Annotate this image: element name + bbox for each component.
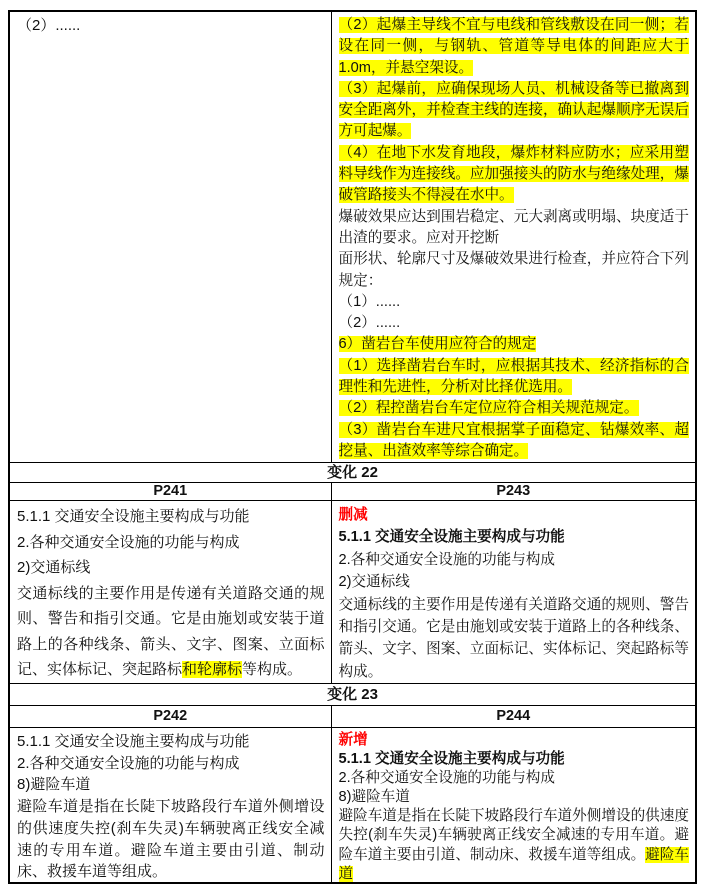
highlighted-clause — [339, 356, 690, 399]
highlight-span: （4）在地下水发育地段，爆炸材料应防水；应采用塑料导线作为连接线。应加强接头的防水与绝缘处理，爆破管路接头不得浸在水中。 — [338, 144, 689, 204]
change-banner: 变化 22 — [327, 464, 378, 481]
highlight-span: （3）起爆前，应确保现场人员、机械设备等已撤离到安全距离外，并检查主线的连接，确认起爆顺序无误后方可起爆。 — [338, 80, 689, 140]
highlighted-clause — [339, 420, 690, 462]
cell-page-old — [9, 483, 331, 501]
cell-page-old — [9, 706, 331, 728]
cell-banner-change23 — [9, 684, 696, 706]
comparison-table — [8, 10, 697, 884]
highlight-span: 避险车道 — [338, 846, 689, 882]
table-row-excerpt — [9, 11, 696, 463]
sub-heading: 2.各种交通安全设施的功能与构成 — [17, 533, 240, 551]
table-row-change22 — [9, 501, 696, 684]
page-number-new: P243 — [496, 483, 531, 499]
change-marker-deleted: 删减 — [338, 507, 368, 523]
text-span: 避险车道是指在长陡下坡路段行车道外侧增设的供速度失控(刹车失灵)车辆驶离正线安全减速的专用车道。避险车道主要由引道、制动床、救援车道等组成。 — [338, 808, 689, 863]
highlighted-clause — [339, 143, 690, 207]
page-number-new: P244 — [496, 708, 531, 724]
ellipsis-item: （2）...... — [338, 315, 401, 332]
section-heading: 5.1.1 交通安全设施主要构成与功能 — [338, 529, 565, 546]
cell-new-p243 — [331, 501, 696, 684]
section-heading: 5.1.1 交通安全设施主要构成与功能 — [17, 508, 250, 525]
body-paragraph — [17, 581, 325, 683]
ellipsis-item: （1）...... — [338, 293, 401, 310]
text-span: 等构成。 — [242, 661, 303, 678]
highlight-span: （1）选择凿岩台车时，应根据其技术、经济指标的合理性和先进性，分析对比择优选用。 — [338, 357, 689, 396]
cell-old-p242 — [9, 728, 331, 884]
plain-clause: 爆破效果应达到围岩稳定、元大剥离或明塌、块度适于出渣的要求。应对开挖断 — [338, 208, 689, 246]
ellipsis-item: （2）...... — [17, 17, 81, 34]
item-heading: 2)交通标线 — [338, 574, 410, 591]
section-heading: 5.1.1 交通安全设施主要构成与功能 — [17, 733, 250, 750]
text-span: 交通标线的主要作用是传递有关道路交通的规则、警告和指引交通。它是由施划或安装于道路上的各种线条、箭头、文字、图案、立面标记、实体标记、突起路标 — [17, 584, 325, 678]
table-row-change23 — [9, 728, 696, 884]
table-row-banner — [9, 463, 696, 483]
highlighted-clause — [339, 398, 690, 419]
page-number-old: P241 — [153, 483, 188, 499]
highlight-span: 6）凿岩台车使用应符合的规定 — [338, 336, 537, 353]
highlight-span: （2）起爆主导线不宜与电线和管线敷设在同一侧；若设在同一侧，与钢轨、管道等导电体的间距应大于 1.0m，并悬空架设。 — [338, 17, 689, 76]
cell-old-p241 — [9, 501, 331, 684]
item-heading: 8)避险车道 — [17, 776, 91, 794]
page-number-old: P242 — [153, 708, 188, 724]
highlight-span: （2）程控凿岩台车定位应符合相关规范规定。 — [338, 400, 639, 417]
body-paragraph — [339, 807, 690, 882]
highlight-span: 和轮廓标 — [182, 661, 243, 678]
item-heading: 8)避险车道 — [338, 789, 410, 806]
change-marker-added: 新增 — [338, 732, 368, 748]
cell-new-p244 — [331, 728, 696, 884]
highlighted-clause — [339, 15, 690, 79]
plain-clause: 面形状、轮廓尺寸及爆破效果进行检查，并应符合下列规定： — [338, 251, 689, 289]
item-heading: 2)交通标线 — [17, 559, 91, 576]
cell-new-excerpt — [331, 11, 696, 463]
table-row-page-header — [9, 483, 696, 501]
cell-banner-change22 — [9, 463, 696, 483]
cell-page-new — [331, 483, 696, 501]
table-row-page-header — [9, 706, 696, 728]
cell-old-excerpt — [9, 11, 331, 463]
cell-page-new — [331, 706, 696, 728]
highlight-span: （3）凿岩台车进尺宜根据掌子面稳定、钻爆效率、超挖量、出渣效率等综合确定。 — [338, 421, 689, 459]
sub-heading: 2.各种交通安全设施的功能与构成 — [17, 754, 240, 772]
table-row-banner — [9, 684, 696, 706]
highlighted-clause — [339, 79, 690, 143]
highlighted-clause — [339, 334, 690, 355]
sub-heading: 2.各种交通安全设施的功能与构成 — [338, 551, 555, 568]
sub-heading: 2.各种交通安全设施的功能与构成 — [338, 770, 555, 787]
body-paragraph: 交通标线的主要作用是传递有关道路交通的规则、警告和指引交通。它是由施划或安装于道路上的各种线条、箭头、文字、图案、立面标记、实体标记、突起路标等构成。 — [338, 596, 689, 680]
body-paragraph: 避险车道是指在长陡下坡路段行车道外侧增设的供速度失控(刹车失灵)车辆驶离正线安全减速的专用车道。避险车道主要由引道、制动床、救援车道等组成。 — [17, 798, 325, 881]
change-banner: 变化 23 — [327, 686, 378, 703]
section-heading: 5.1.1 交通安全设施主要构成与功能 — [338, 751, 565, 768]
